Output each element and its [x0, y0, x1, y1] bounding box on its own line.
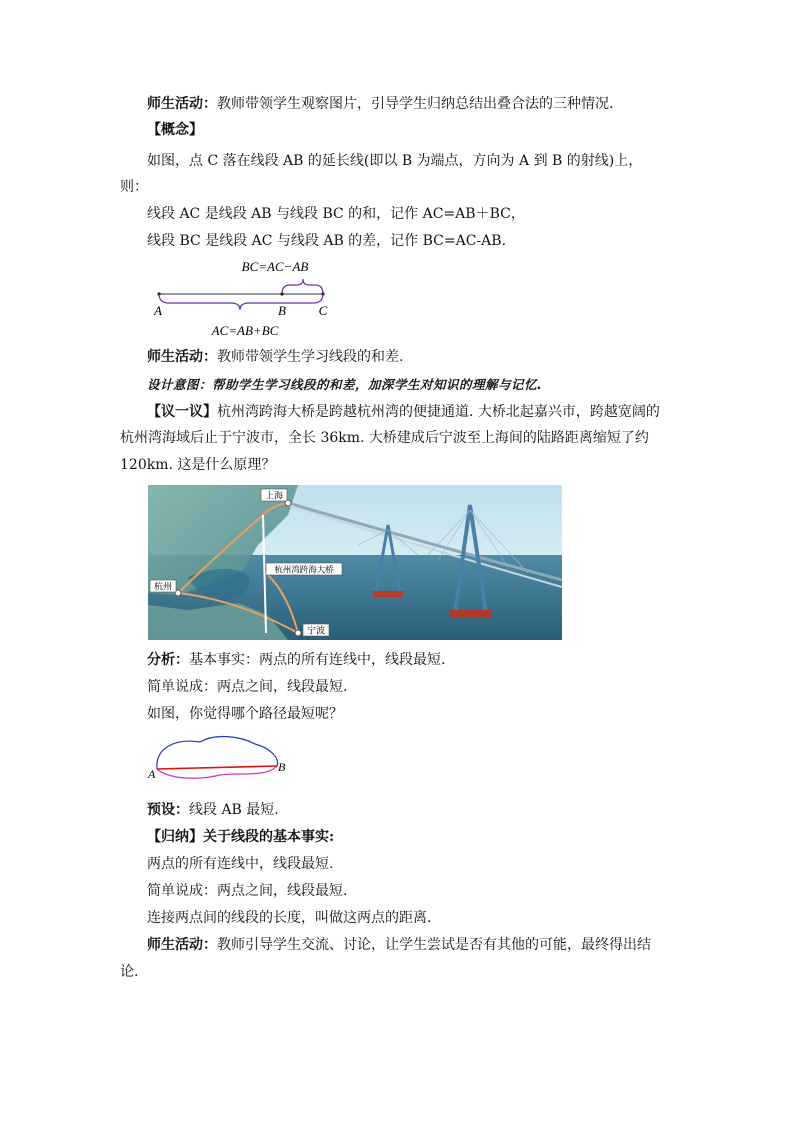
bridge-label: 杭州湾跨海大桥 [274, 565, 334, 576]
teacher-activity-2 [147, 347, 403, 367]
sum-definition: 线段 AC 是线段 AB 与线段 BC 的和，记作 AC=AB＋BC， [147, 206, 525, 222]
bc-brace [282, 279, 323, 294]
activity-text: 教师带领学生学习线段的和差. [217, 349, 404, 365]
discuss-label: 【议一议】 [147, 404, 217, 420]
shanghai-label: 上海 [264, 491, 284, 502]
summary-line1: 两点的所有连线中，线段最短. [147, 856, 334, 872]
concept-text-line1: 如图，点 C 落在线段 AB 的延长线(即以 B 为端点，方向为 A 到 B 的射线)上， [147, 153, 643, 169]
segment-sum-diagram [145, 255, 360, 345]
summary-line2: 简单说成：两点之间，线段最短. [147, 883, 348, 899]
ningbo-label: 宁波 [306, 626, 326, 637]
ac-brace [159, 294, 323, 310]
simple-statement-1: 简单说成：两点之间，线段最短. [147, 679, 348, 695]
difference-definition: 线段 BC 是线段 AC 与线段 AB 的差，记作 BC=AC-AB. [147, 233, 507, 249]
design-text: 帮助学生学习线段的和差，加深学生对知识的理解与记忆. [212, 377, 543, 392]
upper-curve-path [157, 736, 278, 769]
design-intent [147, 375, 542, 395]
discuss-text: 杭州湾跨海大桥是跨越杭州湾的便捷通道. 大桥北起嘉兴市，跨越宽阔的 [217, 404, 660, 420]
label-a: A [154, 303, 162, 318]
design-label: 设计意图： [147, 377, 213, 392]
preset [147, 800, 279, 820]
analysis [147, 650, 445, 670]
analysis-text: 基本事实：两点的所有连线中，线段最短. [189, 652, 446, 668]
summary-heading [147, 827, 334, 847]
shortest-path-diagram [145, 728, 295, 786]
discuss-line3: 120km. 这是什么原理？ [120, 457, 276, 473]
label-b: B [278, 760, 286, 774]
activity-label: 师生活动： [147, 96, 217, 112]
hangzhou-bay-bridge-image [148, 485, 562, 640]
activity-text: 教师带领学生观察图片，引导学生归纳总结出叠合法的三种情况. [217, 96, 614, 112]
segment-ab [157, 766, 277, 769]
preset-label: 预设： [147, 802, 189, 818]
discuss-line1 [147, 402, 660, 422]
summary-line3: 连接两点间的线段的长度，叫做这两点的距离. [147, 910, 432, 926]
analysis-label: 分析： [147, 652, 189, 668]
activity-label: 师生活动： [147, 349, 217, 365]
summary-text: 关于线段的基本事实: [203, 829, 335, 845]
point-b [280, 292, 283, 295]
concept-heading: 【概念】 [147, 122, 203, 138]
preset-text: 线段 AB 最短. [189, 802, 279, 818]
concept-text-line2: 则： [120, 179, 148, 195]
bc-brace-label: BC=AC−AB [241, 259, 309, 274]
activity-text: 教师引导学生交流、讨论，让学生尝试是否有其他的可能，最终得出结 [217, 937, 651, 953]
label-b: B [278, 303, 286, 318]
teacher-activity-3-tail: 论. [120, 964, 139, 980]
discuss-line2: 杭州湾海域后止于宁波市，全长 36km. 大桥建成后宁波至上海间的陆路距离缩短了约 [120, 430, 649, 446]
label-a: A [148, 767, 156, 781]
ac-brace-label: AC=AB+BC [211, 323, 279, 338]
label-c: C [318, 303, 328, 318]
summary-label: 【归纳】 [147, 829, 203, 845]
hangzhou-label: 杭州 [153, 582, 173, 593]
question: 如图，你觉得哪个路径最短呢？ [147, 706, 343, 722]
activity-label: 师生活动： [147, 937, 217, 953]
teacher-activity-3 [147, 935, 651, 955]
teacher-activity-1 [147, 94, 613, 114]
